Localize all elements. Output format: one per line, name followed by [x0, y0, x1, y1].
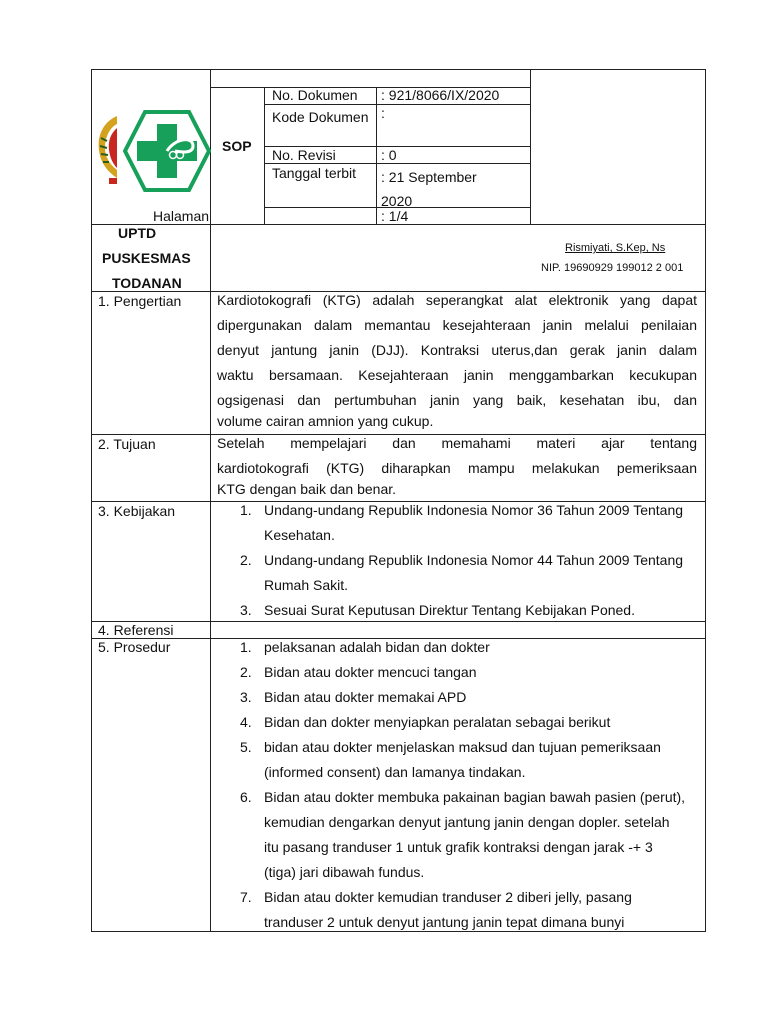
- sop-label: SOP: [222, 138, 252, 154]
- prosedur-item-text: pelaksanan adalah bidan dan dokter: [264, 639, 490, 655]
- list-item: 1. Undang-undang Republik Indonesia Nomor 36 Tahun 2009 Tentang Kesehatan.: [240, 502, 684, 543]
- kebijakan-item-text: Sesuai Surat Keputusan Direktur Tentang Kebijakan Poned.: [264, 602, 635, 618]
- info-value-col: [376, 87, 377, 224]
- prosedur-list: [212, 635, 687, 935]
- header-divider-right: [530, 69, 531, 224]
- prosedur-item-text: Bidan atau dokter membuka pakainan bagian bawah pasien (perut), kemudian dengarkan denyut jantung janin dengan dopler. setelah itu pasang tranduser 1 untuk grafik kontraksi dengan jarak -+ 3 (tiga) jari dibawah fundus.: [264, 789, 686, 880]
- kebijakan-item-text: Undang-undang Republik Indonesia Nomor 44 Tahun 2009 Tentang Rumah Sakit.: [264, 552, 684, 593]
- list-item: 2. Undang-undang Republik Indonesia Nomor 44 Tahun 2009 Tentang Rumah Sakit.: [240, 552, 684, 593]
- list-item: 4. Bidan dan dokter menyiapkan peralatan sebagai berikut: [240, 714, 611, 730]
- section-label-prosedur: 5. Prosedur: [98, 639, 171, 655]
- pengertian-line: dipergunakan dalam memantau kesejahteraan janin melalui penilaian: [217, 317, 697, 333]
- doc-number-value: : 921/8066/IX/2020: [381, 87, 500, 103]
- pengertian-paragraph: [217, 288, 697, 430]
- org-line-1: UPTD: [118, 225, 157, 241]
- issue-date-label: Tanggal terbit: [272, 165, 357, 181]
- org-line-3: TODANAN: [112, 275, 182, 291]
- tujuan-paragraph: [217, 431, 697, 498]
- pengertian-line: ogsigenasi dan pertumbuhan janin yang baik, kesehatan ibu, dan: [217, 392, 697, 408]
- table-border-top: [91, 69, 706, 70]
- page-label: Halaman: [153, 208, 210, 224]
- info-label-col: [264, 87, 265, 224]
- tujuan-line: kardiotokografi (KTG) diharapkan mampu melakukan pemeriksaan: [217, 460, 697, 476]
- puskesmas-logo: [123, 108, 211, 199]
- section-label-kebijakan: 3. Kebijakan: [98, 503, 176, 519]
- list-item: 3. Bidan atau dokter memakai APD: [240, 689, 467, 705]
- list-item: 7. Bidan atau dokter kemudian tranduser 2 diberi jelly, pasang tranduser 2 untuk denyut jantung janin tepat dimana bunyi: [240, 889, 632, 930]
- list-item: 1. pelaksanan adalah bidan dan dokter: [240, 639, 490, 655]
- doc-number-label: No. Dokumen: [272, 87, 358, 103]
- regional-emblem-logo: [95, 108, 119, 193]
- list-item: 2. Bidan atau dokter mencuci tangan: [240, 664, 477, 680]
- info-rule-3: [264, 163, 530, 164]
- section-label-referensi: 4. Referensi: [98, 622, 174, 638]
- doc-code-label: Kode Dokumen: [272, 109, 369, 125]
- header-rule-bottom: [91, 224, 706, 225]
- tujuan-line: KTG dengan baik dan benar.: [217, 481, 397, 497]
- doc-code-value: :: [381, 105, 385, 121]
- prosedur-item-text: bidan atau dokter menjelaskan maksud dan tujuan pemeriksaan (informed consent) dan lamanya tindakan.: [264, 739, 661, 780]
- tujuan-line: Setelah mempelajari dan memahami materi ajar tentang: [217, 435, 697, 451]
- list-item: 5. bidan atau dokter menjelaskan maksud dan tujuan pemeriksaan (informed consent) dan lamanya tindakan.: [240, 739, 661, 780]
- pengertian-line: waktu bersamaan. Kesejahteraan janin menggambarkan kecukupan: [217, 367, 697, 383]
- section-label-tujuan: 2. Tujuan: [98, 436, 156, 452]
- pengertian-line: volume cairan amnion yang cukup.: [217, 413, 434, 429]
- signer-name: Rismiyati, S.Kep, Ns: [565, 242, 666, 254]
- revision-label: No. Revisi: [272, 147, 336, 163]
- org-line-2: PUSKESMAS: [102, 250, 191, 266]
- table-border-right: [705, 69, 706, 931]
- page-value: : 1/4: [381, 208, 409, 224]
- list-item: 3. Sesuai Surat Keputusan Direktur Tentang Kebijakan Poned.: [240, 602, 635, 618]
- list-item: 6. Bidan atau dokter membuka pakainan bagian bawah pasien (perut), kemudian dengarkan denyut jantung janin dengan dopler. setelah itu pasang tranduser 1 untuk grafik kontraksi dengan jarak -+ 3 (tiga) jari dibawah fundus.: [240, 789, 686, 880]
- pengertian-line: Kardiotokografi (KTG) adalah seperangkat alat elektronik yang dapat: [217, 292, 697, 308]
- signer-nip: NIP. 19690929 199012 2 001: [541, 262, 684, 274]
- revision-value: : 0: [381, 147, 397, 163]
- section-label-pengertian: 1. Pengertian: [98, 293, 182, 309]
- issue-date-value: : 21 September 2020: [381, 169, 477, 209]
- pengertian-line: denyut jantung janin (DJJ). Kontraksi uterus,dan gerak janin dalam: [217, 342, 697, 358]
- table-border-left: [91, 69, 92, 931]
- prosedur-item-text: Bidan dan dokter menyiapkan peralatan sebagai berikut: [264, 714, 611, 730]
- kebijakan-item-text: Undang-undang Republik Indonesia Nomor 36 Tahun 2009 Tentang Kesehatan.: [264, 502, 684, 543]
- kebijakan-list: [212, 498, 687, 623]
- prosedur-item-text: Bidan atau dokter memakai APD: [264, 689, 467, 705]
- body-label-col: [210, 224, 211, 931]
- prosedur-item-text: Bidan atau dokter mencuci tangan: [264, 664, 477, 680]
- prosedur-item-text: Bidan atau dokter kemudian tranduser 2 diberi jelly, pasang tranduser 2 untuk denyut jantung janin tepat dimana bunyi: [264, 889, 632, 930]
